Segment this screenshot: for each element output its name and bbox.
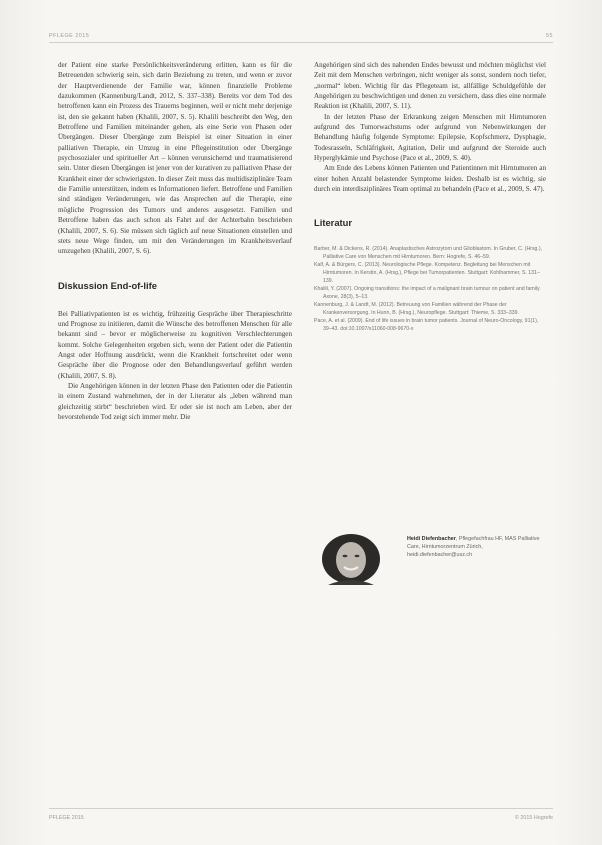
author-name: Heidi Diefenbacher	[407, 536, 456, 542]
author-box	[314, 529, 546, 585]
body-paragraph: der Patient eine starke Persönlichkeitsveränderung erlitten, kann es für die Betreuenden schwierig sein, sich darin Beziehung zu treten, und wenn er zuvor der Hauptverdienende der Familie war, können finanzielle Probleme dazukommen (Kannenburg/Landt, 2012, S. 337–338). Bereits vor dem Tod des betroffenen kann ein Prozess des Trauerns beginnen, weil er nicht mehr derjenige ist, den sie gekannt haben (Khalili, 2007, S. 5). Khalili beschreibt den Weg, den Betroffene und Familien miteinander gehen, als eine Serie von Phasen oder Übergängen. Dieser Übergänge zum Beispiel ist einer Situation in einer palliativen Therapie, ein Umzug in eine Pflegeinstitution oder Übergänge psychosozialer und spiritueller Art – können verunsichernd und traumatisierend sein. Unter diesen Übergängen ist jener von der kurativen zu palliativen Phase der Krankheit einer der schwierigsten. In dieser Zeit muss das multidisziplinäre Team die Familie unterstützen, indem es Informationen liefert. Betroffene und Familien sind ständigen Veränderungen, wie das Ansprechen auf die Therapie, eine mögliche Progression des Tumors und anderes ausgesetzt. Familien und Betroffene haben das auch schon als Fahrt auf der Achterbahn beschrieben (Khalili, 2007, S. 6). Sie müssen sich täglich auf neue Situationen einstellen und stets neue Wege finden, um mit den Veränderungen im Krankheitsverlauf umzugehen (Khalili, 2007, S. 6).	[58, 61, 292, 256]
author-description: Pflegefachfrau HF, MAS Palliative Care, Hirntumorzentrum Zürich, heidi.diefenbacher@usz.ch	[407, 536, 540, 559]
body-paragraph: Am Ende des Lebens können Patienten und Patientinnen mit Hirntumoren an einer hohen Anzahl belastender Symptome leiden. Deshalb ist es wichtig, sie durch ein interdisziplinäres Team optimal zu behandeln (Pace et al., 2009, S. 47).	[314, 164, 546, 194]
author-bio: Heidi Diefenbacher, Pflegefachfrau HF, MAS Palliative Care, Hirntumorzentrum Zürich, heidi.diefenbacher@usz.ch	[407, 536, 540, 559]
header-journal: PFLEGE 2015	[49, 33, 90, 39]
author-photo	[314, 529, 388, 585]
reference-item: Kannenburg, J. & Landt, M. (2012). Betreuung von Familien während der Phase der Krankenversorgung. In Hunn, B. (Hrsg.), Neuropflege. Stuttgart: Thieme, S. 333–339.	[314, 301, 519, 316]
section-heading-end-of-life: Diskussion End-of-life	[58, 279, 157, 291]
body-paragraph: In der letzten Phase der Erkrankung zeigen Menschen mit Hirntumoren aufgrund des Tumorwachstums oder aufgrund von Nebenwirkungen der Behandlung häufig folgende Symptome: Epilepsie, Kopfschmerz, Dysphagie, Todesrasseln, Schläfrigkeit, Agitation, Delir und aufgrund der Steroide auch Hyperglykämie und Psychose (Pace et al., 2009, S. 40).	[314, 112, 546, 163]
reference-item: Kalf, A. & Bürgers, C. (2013). Neurologische Pflege. Kompetenz. Begleitung bei Menschen mit Hirntumoren. In Kerstin, A. (Hrsg.), Pflege bei Tumorpatienten. Stuttgart: Kohlhammer, S. 131–139.	[314, 262, 540, 285]
section-heading-literatur: Literatur	[314, 217, 353, 229]
running-footer	[49, 808, 553, 821]
reference-list	[314, 246, 546, 333]
header-page-number: 55	[546, 33, 553, 39]
reference-item: Barber, M. & Dickens, R. (2014). Anaplastisches Astrozytom und Glioblastom. In Gruber, C. (Hrsg.), Palliative Care von Menschen mit Hirntumoren. Bern: Hogrefe, S. 46–59.	[314, 246, 543, 261]
body-paragraph: Bei Palliativpatienten ist es wichtig, frühzeitig Gespräche über Therapieschritte und Prognose zu initiieren, damit die Wünsche des betroffenen Menschen für alle bekannt sind – bevor er möglicherweise zu kognitiven Verschlechterungen kommt. Solche Gelegenheiten ergeben sich, wenn der Patient oder die Patientin Angst oder Hoffnung ausdrückt, wenn die Krankheit fortschreitet oder wenn Gespräche über die Prognose oder den Behandlungsverlauf geführt werden (Khalili, 2007, S. 8).	[58, 309, 292, 380]
right-column	[314, 60, 546, 333]
footer-journal: PFLEGE 2015	[49, 815, 84, 821]
body-paragraph: Die Angehörigen können in der letzten Phase den Patienten oder die Patientin in einem Zustand wahrnehmen, der in der Literatur als „leben während man gleichzeitig stirbt“ beschrieben wird. Er oder sie ist noch am Leben, aber der bevorstehende Tod zeigt sich immer mehr. Die	[58, 381, 292, 421]
running-header	[49, 28, 553, 43]
footer-copyright: © 2015 Hogrefe	[514, 815, 553, 821]
reference-item: Khalili, Y. (2007). Ongoing transitions: the impact of a malignant brain tumour on patient and family. Axone, 28(3), 5–13.	[314, 286, 541, 300]
reference-item: Pace, A. et al. (2009). End of life issues in brain tumor patients. Journal of Neuro-Oncology, 91(1), 39–43. doi:10.1007/s11060-008-9670-x	[314, 317, 539, 332]
left-column	[58, 60, 292, 422]
body-paragraph: Angehörigen sind sich des nahenden Endes bewusst und möchten möglichst viel Zeit mit dem Menschen verbringen, nicht weniger als sonst, sondern noch tiefer, „normal“ leben. Wichtig für das Pflegeteam ist, allfällige Schuldgefühle der Angehörigen zu beschwichtigen und denen zu versichern, dass dies eine normale Reaktion ist (Khalili, 2007, S. 11).	[314, 61, 546, 111]
